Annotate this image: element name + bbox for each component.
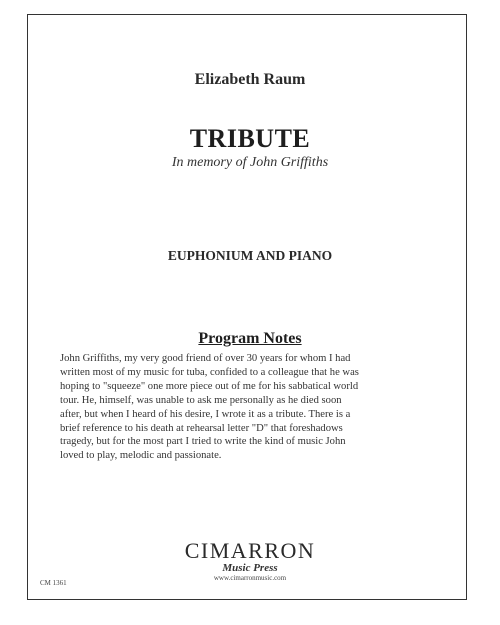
dedication: In memory of John Griffiths <box>171 155 329 170</box>
program-notes-line: brief reference to his death at rehearsal letter "D" that foreshadows <box>60 422 343 434</box>
instrumentation: EUPHONIUM AND PIANO <box>167 248 333 263</box>
page-border <box>27 14 467 600</box>
program-notes-line: John Griffiths, my very good friend of over 30 years for whom I had <box>60 353 351 364</box>
piece-title: TRIBUTE <box>189 124 311 153</box>
program-notes-line: hoping to "squeeze" one more piece out of me for his sabbatical world <box>60 380 359 392</box>
program-notes-text <box>60 352 436 463</box>
composer-name: Elizabeth Raum <box>194 71 306 88</box>
publisher-subtitle: Music Press <box>222 562 278 574</box>
program-notes-line: written most of my music for tuba, confided to a colleague that he was <box>60 366 359 378</box>
publisher-logo <box>180 540 320 583</box>
program-notes-heading: Program Notes <box>198 330 302 347</box>
publisher-name: CIMARRON <box>184 538 316 563</box>
program-notes-line: tragedy, but for the most part I tried to write the kind of music John <box>60 436 346 448</box>
catalog-number: CM 1361 <box>40 579 67 587</box>
publisher-website: www.cimarronmusic.com <box>213 574 287 582</box>
program-notes-line: loved to play, melodic and passionate. <box>60 450 222 462</box>
program-notes-line: tour. He, himself, was unable to ask me personally as he died soon <box>60 394 342 406</box>
program-notes-line: after, but when I heard of his desire, I wrote it as a tribute. There is a <box>60 408 351 420</box>
